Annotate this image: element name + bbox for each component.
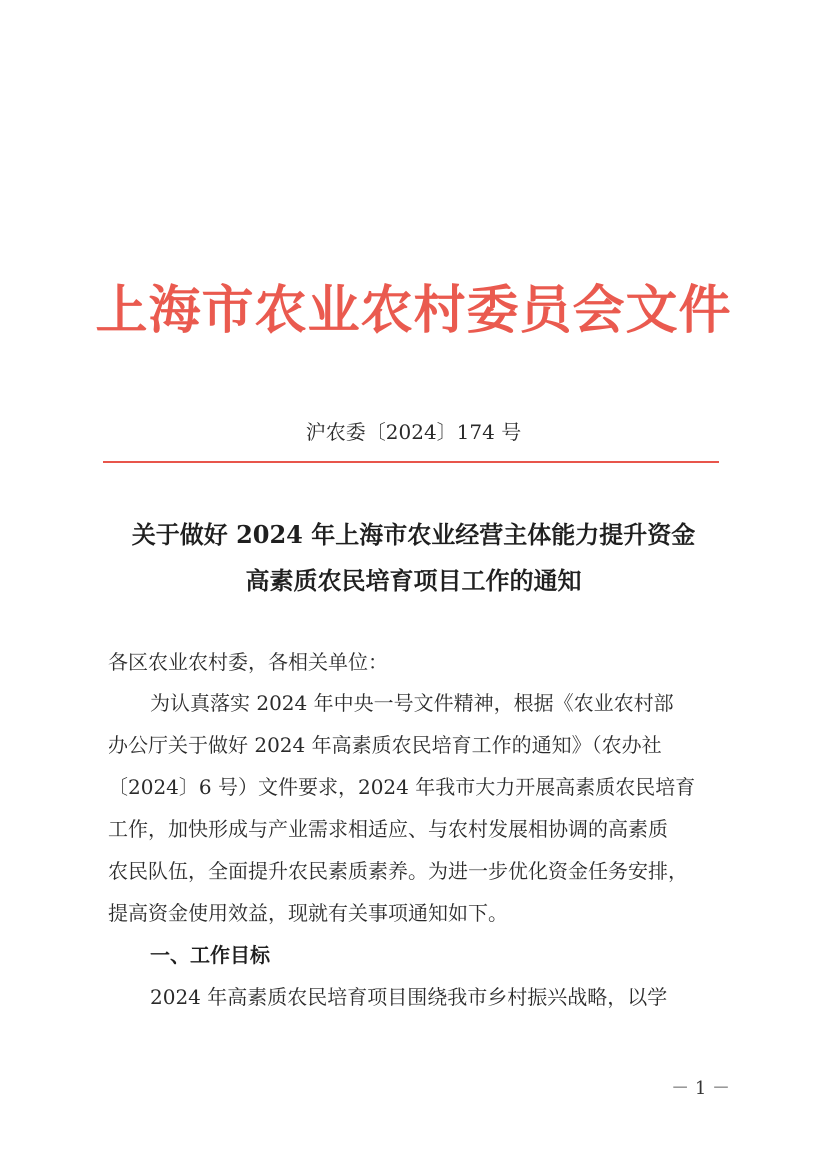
notice-title-line-2: 高素质农民培育项目工作的通知 — [245, 566, 582, 595]
section-heading: 一、工作目标 — [150, 943, 270, 967]
section-body-line: 2024 年高素质农民培育项目围绕我市乡村振兴战略，以学 — [150, 985, 668, 1009]
body-line: 农民队伍，全面提升农民素质素养。为进一步优化资金任务安排， — [108, 859, 688, 883]
salutation: 各区农业农村委，各相关单位： — [108, 650, 388, 674]
page-number: － 1 － — [671, 1078, 730, 1099]
document-number: 沪农委〔2024〕174 号 — [305, 420, 522, 444]
masthead-title: 上海市农业农村委员会文件 — [95, 280, 732, 341]
body-line: 〔2024〕6 号）文件要求，2024 年我市大力开展高素质农民培育 — [108, 775, 696, 799]
body-line: 工作，加快形成与产业需求相适应、与农村发展相协调的高素质 — [108, 817, 668, 841]
body-line: 为认真落实 2024 年中央一号文件精神，根据《农业农村部 — [150, 691, 674, 715]
body-line: 提高资金使用效益，现就有关事项通知如下。 — [108, 901, 508, 925]
notice-title-line-1: 关于做好 2024 年上海市农业经营主体能力提升资金 — [131, 520, 696, 549]
red-divider-line — [103, 461, 719, 463]
body-line: 办公厅关于做好 2024 年高素质农民培育工作的通知》（农办社 — [108, 733, 662, 757]
